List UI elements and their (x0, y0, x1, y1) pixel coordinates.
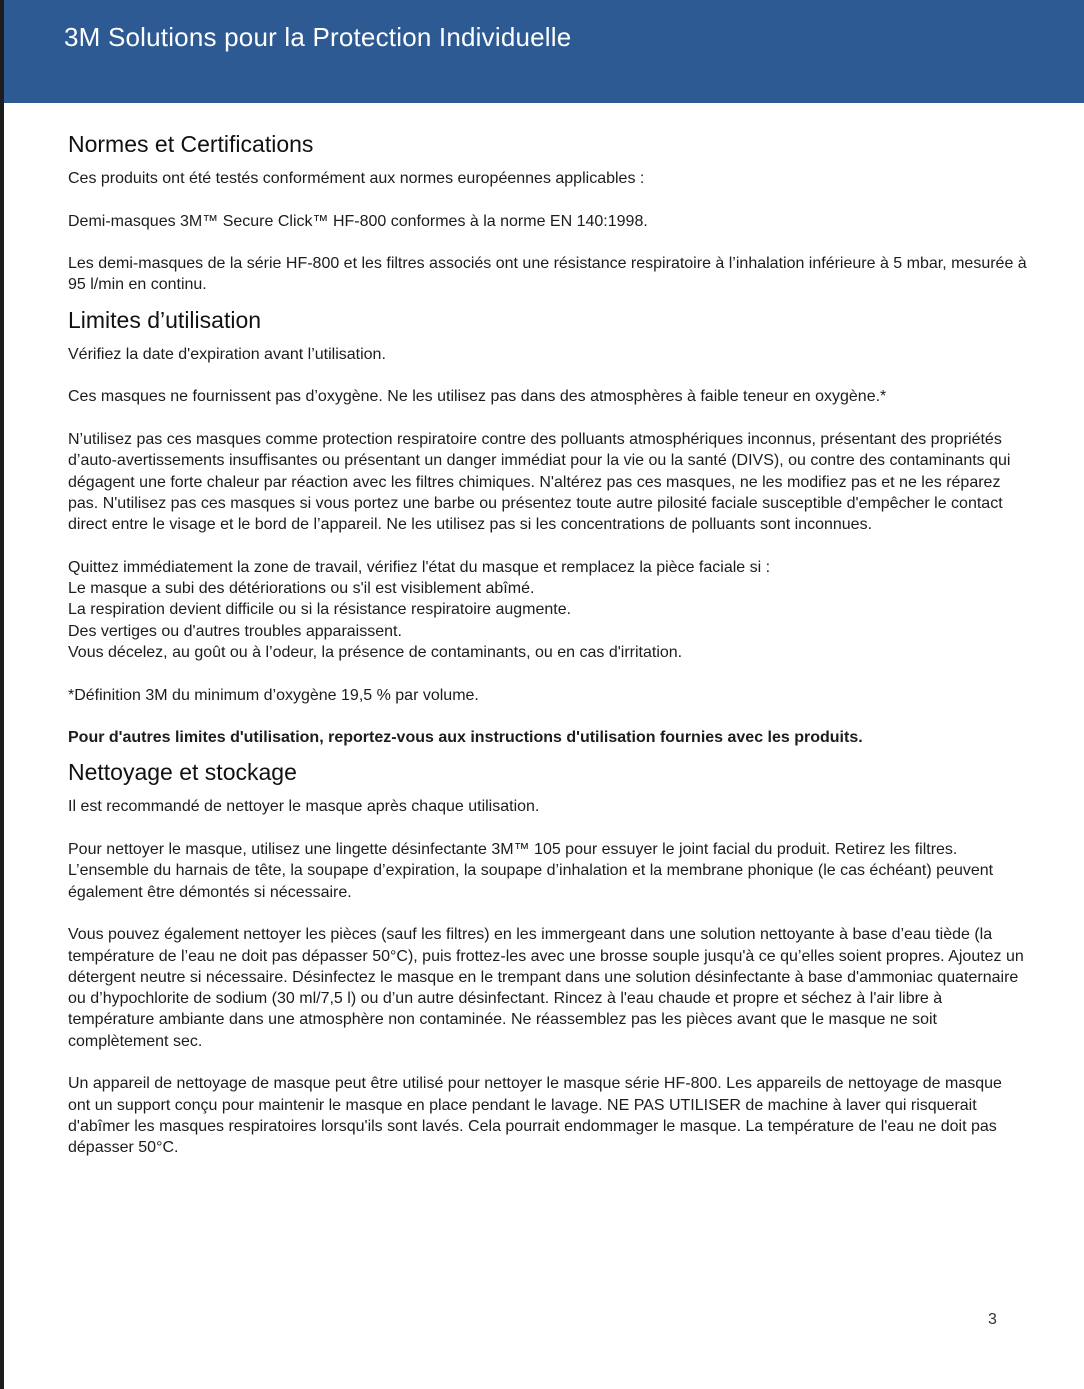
paragraph: Vous pouvez également nettoyer les pièces (sauf les filtres) en les immergeant dans une solution nettoyante à base d’eau tiède (la température de l’eau ne doit pas dépasser 50°C), puis frottez-les avec une brosse souple jusqu'à ce qu’elles soient propres. Ajoutez un détergent neutre si nécessaire. Désinfectez le masque en le trempant dans une solution désinfectante à base d'ammoniac quaternaire ou d’hypochlorite de sodium (30 ml/7,5 l) ou d’un autre désinfectant. Rincez à l'eau chaude et propre et séchez à l'air libre à température ambiante dans une atmosphère non contaminée. Ne réassemblez pas les pièces avant que le masque ne soit complètement sec. (68, 926, 1024, 1050)
bold-notice: Pour d'autres limites d'utilisation, reportez-vous aux instructions d'utilisation fournies avec les produits. (68, 729, 863, 747)
paragraph: Demi-masques 3M™ Secure Click™ HF-800 conformes à la norme EN 140:1998. (68, 212, 648, 230)
list-item: Le masque a subi des détériorations ou s'il est visiblement abîmé. (68, 580, 535, 598)
paragraph: Pour nettoyer le masque, utilisez une lingette désinfectante 3M™ 105 pour essuyer le joint facial du produit. Retirez les filtres. L’ensemble du harnais de tête, la soupape d’expiration, la soupape d’inhalation et la membrane phonique (le cas échéant) peuvent également être démontés si nécessaire. (68, 841, 994, 901)
paragraph: N’utilisez pas ces masques comme protection respiratoire contre des polluants atmosphériques inconnus, présentant des propriétés d’auto-avertissements insuffisantes ou présentant un danger immédiat pour la vie ou la santé (DIVS), ou contre des contaminants qui dégagent une forte chaleur par réaction avec les filtres chimiques. N'altérez pas ces masques, ne les modifiez pas et ne les réparez pas. N'utilisez pas ces masques si vous portez une barbe ou présentez toute autre pilosité faciale susceptible d'empêcher le contact direct entre le visage et le bord de l’appareil. Ne les utilisez pas si les concentrations de polluants sont inconnues. (68, 430, 1011, 534)
list-item: Des vertiges ou d'autres troubles apparaissent. (68, 622, 402, 640)
paragraph: Ces masques ne fournissent pas d’oxygène. Ne les utilisez pas dans des atmosphères à faible teneur en oxygène.* (68, 388, 887, 406)
section-title-nettoyage: Nettoyage et stockage (68, 759, 297, 786)
paragraph: Vérifiez la date d'expiration avant l’utilisation. (68, 345, 386, 363)
list-item: La respiration devient difficile ou si la résistance respiratoire augmente. (68, 601, 572, 619)
paragraph: Ces produits ont été testés conformément aux normes européennes applicables : (68, 170, 645, 187)
paragraph: Il est recommandé de nettoyer le masque après chaque utilisation. (68, 798, 540, 816)
page-header-title: 3M Solutions pour la Protection Individuelle (64, 22, 572, 52)
page-left-edge (0, 0, 4, 1389)
footnote: *Définition 3M du minimum d’oxygène 19,5 % par volume. (68, 686, 479, 704)
section-title-limites: Limites d’utilisation (68, 306, 262, 333)
paragraph: Quittez immédiatement la zone de travail, vérifiez l'état du masque et remplacez la pièce faciale si : (68, 558, 771, 576)
list-item: Vous décelez, au goût ou à l’odeur, la présence de contaminants, ou en cas d'irritation. (68, 643, 683, 661)
page-number: 3 (988, 1311, 997, 1328)
paragraph: Les demi-masques de la série HF-800 et les filtres associés ont une résistance respiratoire à l’inhalation inférieure à 5 mbar, mesurée à 95 l/min en continu. (68, 255, 1027, 294)
paragraph: Un appareil de nettoyage de masque peut être utilisé pour nettoyer le masque série HF-800. Les appareils de nettoyage de masque ont un support conçu pour maintenir le masque en place pendant le lavage. NE PAS UTILISER de machine à laver qui risquerait d'abîmer les masques respiratoires lorsqu'ils sont lavés. Cela pourrait endommager le masque. La température de l'eau ne doit pas dépasser 50°C. (68, 1075, 1002, 1157)
section-title-normes: Normes et Certifications (68, 131, 314, 157)
document-body (68, 128, 1028, 1158)
